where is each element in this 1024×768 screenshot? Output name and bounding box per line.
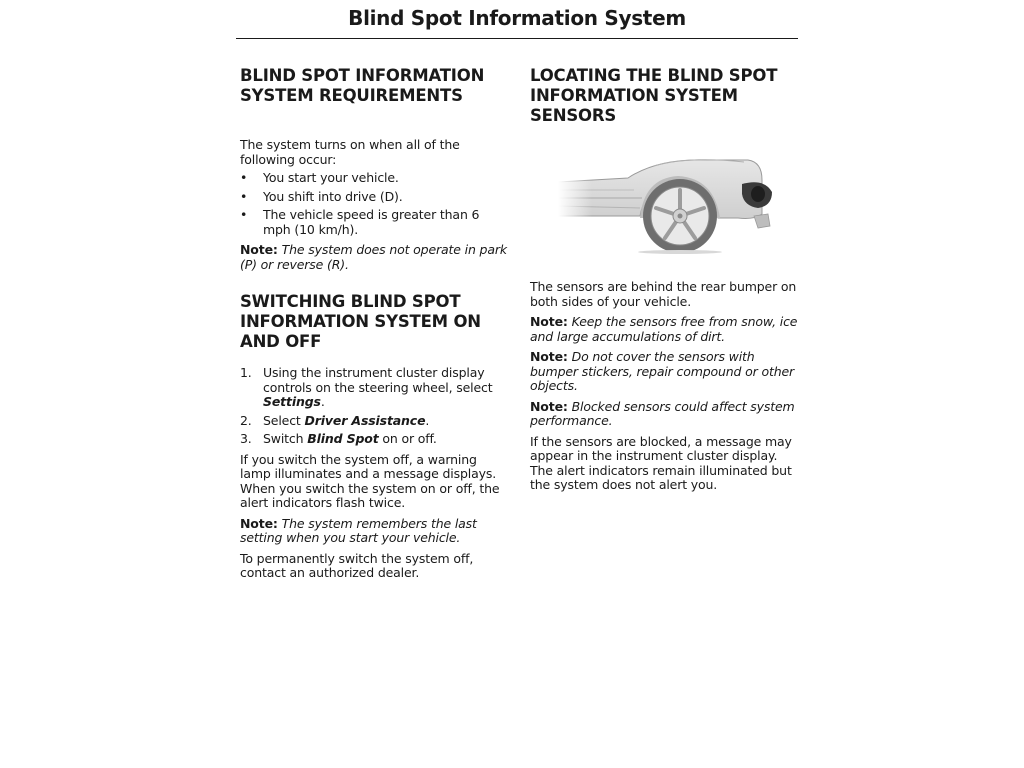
requirements-intro: The system turns on when all of the following occur: <box>240 137 460 167</box>
list-item: • The vehicle speed is greater than 6 mph (10 km/h). <box>240 207 480 237</box>
step-number: 2. <box>240 412 252 428</box>
note-label: Note: <box>530 314 568 329</box>
bullet-marker: • <box>240 188 248 204</box>
sensors-note-1: Note: Keep the sensors free from snow, ice and large accumulations of dirt. <box>530 314 798 344</box>
sensors-location-paragraph: The sensors are behind the rear bumper on both sides of your vehicle. <box>530 279 797 309</box>
page-title: Blind Spot Information System <box>348 6 686 30</box>
bullet-marker: • <box>240 170 248 185</box>
switching-note: Note: The system remembers the last setting when you start your vehicle. <box>240 515 477 545</box>
list-item: 3. Switch Blind Spot on or off. <box>240 431 437 446</box>
list-item: • You shift into drive (D). <box>240 188 403 204</box>
list-item: 1. Using the instrument cluster display controls on the steering wheel, select Settings. <box>240 365 493 409</box>
requirements-heading: BLIND SPOT INFORMATION SYSTEM REQUIREMENTS <box>240 66 485 105</box>
menu-blind-spot-label: Blind Spot <box>307 431 379 446</box>
bullet-marker: • <box>240 207 248 222</box>
list-item: • You start your vehicle. <box>240 170 399 185</box>
switching-heading: SWITCHING BLIND SPOT INFORMATION SYSTEM ON AND OFF <box>240 292 481 351</box>
note-label: Note: <box>240 515 278 531</box>
note-label: Note: <box>530 398 568 414</box>
list-item: 2. Select Driver Assistance. <box>240 412 430 428</box>
sensors-note-2: Note: Do not cover the sensors with bumper stickers, repair compound or other objects. <box>530 349 795 393</box>
requirements-note: Note: The system does not operate in park (P) or reverse (R). <box>240 242 507 272</box>
rear-bumper-figure <box>558 154 774 254</box>
sensors-blocked-paragraph: If the sensors are blocked, a message may appear in the instrument cluster display. The alert indicators remain illuminated but the system does not alert you. <box>530 433 792 492</box>
right-column <box>530 66 798 493</box>
switching-steps <box>240 366 508 447</box>
step-number: 3. <box>240 431 252 446</box>
switching-paragraph: If you switch the system off, a warning lamp illuminates and a message displays. When you switch the system on or off, the alert indicators flash twice. <box>240 451 500 510</box>
dealer-paragraph: To permanently switch the system off, contact an authorized dealer. <box>240 550 474 580</box>
note-label: Note: <box>530 349 568 364</box>
requirements-list <box>240 171 508 237</box>
step-number: 1. <box>240 365 252 380</box>
note-label: Note: <box>240 242 278 257</box>
menu-driver-assistance-label: Driver Assistance <box>304 412 426 428</box>
vehicle-rear-wheel-illustration <box>558 154 774 254</box>
locating-heading: LOCATING THE BLIND SPOT INFORMATION SYSTEM SENSORS <box>530 66 778 125</box>
sensors-note-3: Note: Blocked sensors could affect system performance. <box>530 398 795 428</box>
left-column <box>240 66 508 581</box>
menu-settings-label: Settings <box>263 394 321 409</box>
title-divider <box>236 38 798 39</box>
